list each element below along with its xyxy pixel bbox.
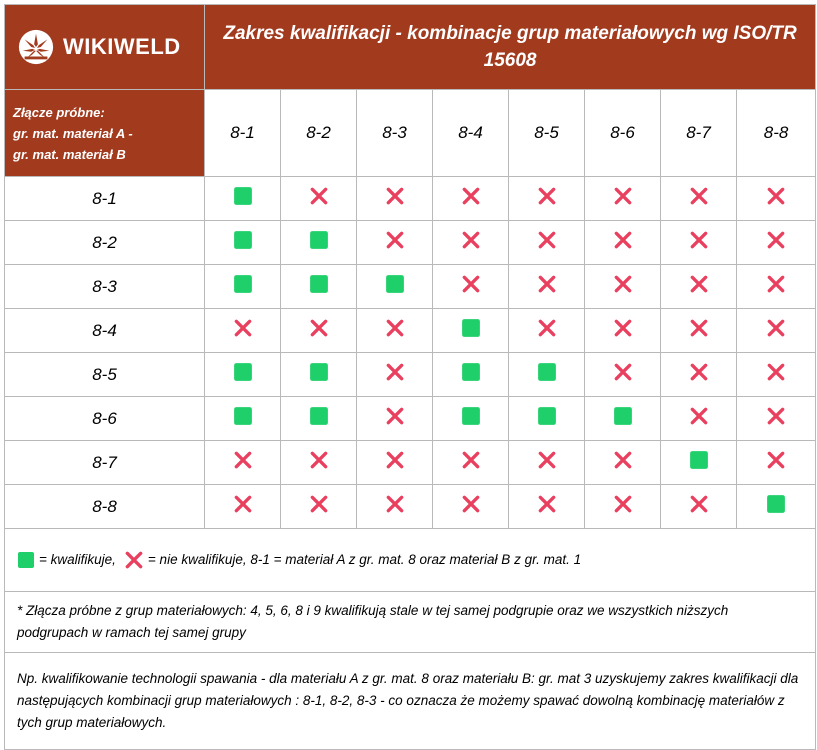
not-qualifies-icon <box>689 406 709 426</box>
column-header: 8-7 <box>661 90 737 177</box>
matrix-cell <box>737 397 816 441</box>
matrix-cell <box>585 485 661 529</box>
not-qualifies-icon <box>537 450 557 470</box>
column-header: 8-3 <box>357 90 433 177</box>
not-qualifies-icon <box>124 550 144 570</box>
column-header: 8-5 <box>509 90 585 177</box>
matrix-cell <box>205 353 281 397</box>
not-qualifies-icon <box>613 186 633 206</box>
qualifies-icon <box>766 494 786 514</box>
table-row <box>5 177 816 221</box>
matrix-cell <box>281 265 357 309</box>
not-qualifies-icon <box>613 318 633 338</box>
matrix-cell <box>737 441 816 485</box>
matrix-cell <box>585 265 661 309</box>
matrix-cell <box>585 177 661 221</box>
matrix-cell <box>509 397 585 441</box>
table-row <box>5 353 816 397</box>
qualifies-icon <box>17 551 35 569</box>
matrix-cell <box>509 485 585 529</box>
matrix-cell <box>737 221 816 265</box>
matrix-cell <box>661 221 737 265</box>
matrix-cell <box>433 441 509 485</box>
matrix-cell <box>661 309 737 353</box>
not-qualifies-icon <box>461 186 481 206</box>
matrix-cell <box>281 177 357 221</box>
matrix-cell <box>357 485 433 529</box>
matrix-cell <box>737 485 816 529</box>
corner-label-line: gr. mat. materiał A - <box>13 125 133 141</box>
table-row <box>5 441 816 485</box>
logo-cell <box>5 5 205 90</box>
not-qualifies-icon <box>537 494 557 514</box>
matrix-cell <box>585 441 661 485</box>
legend <box>5 529 816 592</box>
not-qualifies-icon <box>385 450 405 470</box>
qualifies-icon <box>461 362 481 382</box>
qualifies-icon <box>309 274 329 294</box>
not-qualifies-icon <box>385 406 405 426</box>
matrix-cell <box>661 441 737 485</box>
qualifies-icon <box>689 450 709 470</box>
qualifies-icon <box>233 230 253 250</box>
matrix-cell <box>357 309 433 353</box>
spark-burst-icon <box>17 28 55 66</box>
row-header: 8-8 <box>5 485 205 529</box>
not-qualifies-icon <box>613 494 633 514</box>
matrix-cell <box>661 265 737 309</box>
not-qualifies-icon <box>766 230 786 250</box>
matrix-cell <box>205 485 281 529</box>
matrix-cell <box>205 265 281 309</box>
legend-qualifies: = kwalifikuje, <box>39 552 116 567</box>
not-qualifies-icon <box>385 230 405 250</box>
not-qualifies-icon <box>537 274 557 294</box>
not-qualifies-icon <box>537 186 557 206</box>
not-qualifies-icon <box>689 318 709 338</box>
row-header: 8-1 <box>5 177 205 221</box>
qualifies-icon <box>233 406 253 426</box>
qualifies-icon <box>233 186 253 206</box>
table-row <box>5 397 816 441</box>
matrix-cell <box>661 177 737 221</box>
column-header: 8-6 <box>585 90 661 177</box>
matrix-cell <box>205 309 281 353</box>
qualifies-icon <box>537 406 557 426</box>
matrix-cell <box>661 397 737 441</box>
matrix-cell <box>205 221 281 265</box>
not-qualifies-icon <box>613 450 633 470</box>
matrix-cell <box>585 221 661 265</box>
not-qualifies-icon <box>689 230 709 250</box>
corner-label <box>5 90 205 177</box>
matrix-cell <box>281 441 357 485</box>
not-qualifies-icon <box>309 450 329 470</box>
corner-label-line: gr. mat. materiał B <box>13 146 126 162</box>
not-qualifies-icon <box>385 362 405 382</box>
not-qualifies-icon <box>689 362 709 382</box>
matrix-cell <box>357 353 433 397</box>
table-row <box>5 221 816 265</box>
matrix-cell <box>509 441 585 485</box>
brand-logo <box>5 28 204 66</box>
row-header: 8-4 <box>5 309 205 353</box>
not-qualifies-icon <box>461 274 481 294</box>
matrix-cell <box>433 177 509 221</box>
matrix-cell <box>737 177 816 221</box>
matrix-cell <box>585 353 661 397</box>
row-header: 8-7 <box>5 441 205 485</box>
not-qualifies-icon <box>766 406 786 426</box>
row-header: 8-5 <box>5 353 205 397</box>
qualifies-icon <box>385 274 405 294</box>
matrix-cell <box>357 441 433 485</box>
qualifies-icon <box>309 406 329 426</box>
matrix-cell <box>433 397 509 441</box>
matrix-cell <box>509 309 585 353</box>
matrix-cell <box>281 353 357 397</box>
matrix-cell <box>433 485 509 529</box>
table-row <box>5 265 816 309</box>
matrix-cell <box>737 353 816 397</box>
matrix-cell <box>509 221 585 265</box>
matrix-cell <box>661 353 737 397</box>
matrix-cell <box>205 177 281 221</box>
not-qualifies-icon <box>766 362 786 382</box>
matrix-cell <box>205 441 281 485</box>
column-header: 8-2 <box>281 90 357 177</box>
matrix-cell <box>281 485 357 529</box>
qualifies-icon <box>233 274 253 294</box>
matrix-cell <box>205 397 281 441</box>
row-header: 8-3 <box>5 265 205 309</box>
not-qualifies-icon <box>537 230 557 250</box>
matrix-cell <box>585 309 661 353</box>
row-header: 8-6 <box>5 397 205 441</box>
brand-name: WIKIWELD <box>63 34 181 59</box>
not-qualifies-icon <box>233 494 253 514</box>
qualifies-icon <box>461 318 481 338</box>
not-qualifies-icon <box>461 494 481 514</box>
not-qualifies-icon <box>537 318 557 338</box>
matrix-cell <box>281 397 357 441</box>
footnote: * Złącza próbne z grup materiałowych: 4, 5, 6, 8 i 9 kwalifikują stale w tej samej podgrupie oraz we wszystkich niższych podgrupach w ramach tej samej grupy <box>5 592 816 653</box>
not-qualifies-icon <box>766 450 786 470</box>
column-header: 8-8 <box>737 90 816 177</box>
not-qualifies-icon <box>766 186 786 206</box>
not-qualifies-icon <box>689 274 709 294</box>
matrix-body <box>5 177 816 529</box>
matrix-cell <box>509 265 585 309</box>
matrix-cell <box>737 265 816 309</box>
matrix-cell <box>357 177 433 221</box>
matrix-cell <box>433 265 509 309</box>
column-header: 8-4 <box>433 90 509 177</box>
matrix-cell <box>357 397 433 441</box>
not-qualifies-icon <box>233 450 253 470</box>
matrix-cell <box>281 309 357 353</box>
not-qualifies-icon <box>689 186 709 206</box>
matrix-cell <box>281 221 357 265</box>
not-qualifies-icon <box>613 230 633 250</box>
not-qualifies-icon <box>766 318 786 338</box>
qualifies-icon <box>461 406 481 426</box>
table-row <box>5 309 816 353</box>
column-header: 8-1 <box>205 90 281 177</box>
not-qualifies-icon <box>461 230 481 250</box>
legend-not-qualifies: = nie kwalifikuje, 8-1 = materiał A z gr. mat. 8 oraz materiał B z gr. mat. 1 <box>147 552 582 567</box>
not-qualifies-icon <box>385 318 405 338</box>
qualifies-icon <box>309 230 329 250</box>
not-qualifies-icon <box>309 186 329 206</box>
matrix-cell <box>509 177 585 221</box>
not-qualifies-icon <box>766 274 786 294</box>
qualifies-icon <box>309 362 329 382</box>
matrix-cell <box>433 353 509 397</box>
not-qualifies-icon <box>233 318 253 338</box>
not-qualifies-icon <box>309 494 329 514</box>
matrix-cell <box>433 221 509 265</box>
matrix-cell <box>585 397 661 441</box>
not-qualifies-icon <box>613 362 633 382</box>
matrix-cell <box>661 485 737 529</box>
qualifies-icon <box>537 362 557 382</box>
page-title: Zakres kwalifikacji - kombinacje grup materiałowych wg ISO/TR 15608 <box>205 5 816 90</box>
not-qualifies-icon <box>385 186 405 206</box>
qualifies-icon <box>613 406 633 426</box>
matrix-cell <box>357 265 433 309</box>
row-header: 8-2 <box>5 221 205 265</box>
not-qualifies-icon <box>689 494 709 514</box>
not-qualifies-icon <box>613 274 633 294</box>
table-row <box>5 485 816 529</box>
matrix-cell <box>509 353 585 397</box>
example-note: Np. kwalifikowanie technologii spawania - dla materiału A z gr. mat. 8 oraz materiału B: gr. mat 3 uzyskujemy zakres kwalifikacji dla następujących kombinacji grup materiałowych : 8-1, 8-2, 8-3 - co oznacza że możemy spawać dowolną kombinację materiałów z tych grup materiałowych. <box>5 653 816 750</box>
qualification-table <box>4 4 816 750</box>
qualifies-icon <box>233 362 253 382</box>
corner-label-line: Złącze próbne: <box>13 104 105 120</box>
not-qualifies-icon <box>461 450 481 470</box>
matrix-cell <box>357 221 433 265</box>
matrix-cell <box>433 309 509 353</box>
not-qualifies-icon <box>385 494 405 514</box>
matrix-cell <box>737 309 816 353</box>
not-qualifies-icon <box>309 318 329 338</box>
